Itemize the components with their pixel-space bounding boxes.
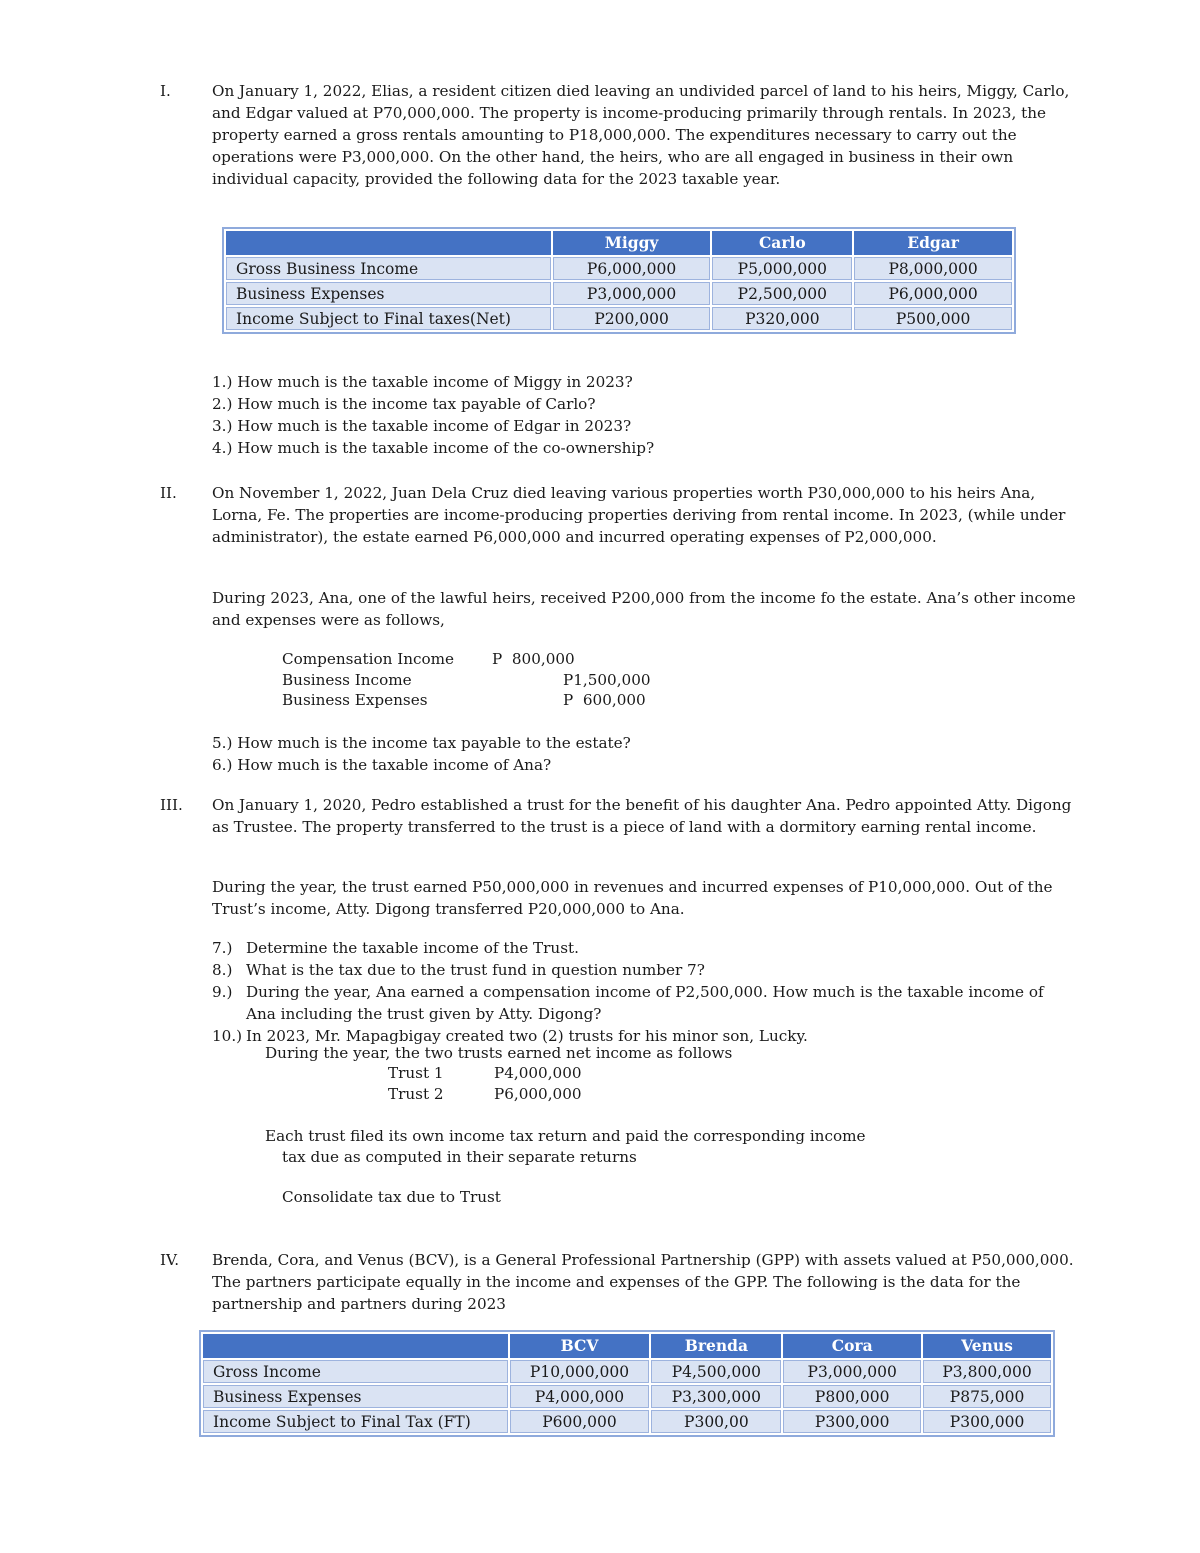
item-value: P 800,000 — [492, 650, 575, 668]
table-cell: P4,000,000 — [509, 1384, 651, 1409]
item-label: Business Income — [282, 671, 412, 689]
section-numeral-1: I. — [160, 82, 171, 100]
table-cell: P10,000,000 — [509, 1359, 651, 1384]
question-text: Determine the taxable income of the Trust. — [246, 939, 579, 957]
item-value: P 600,000 — [563, 691, 646, 709]
table-cell: P600,000 — [509, 1409, 651, 1434]
table-header-cell — [225, 230, 552, 256]
section-1-questions — [212, 371, 654, 459]
table-header-row — [225, 230, 1013, 256]
partnership-table — [201, 1332, 1053, 1435]
table-cell: P3,000,000 — [782, 1359, 922, 1384]
section-2-paragraph-2 — [212, 587, 1090, 631]
table-header-cell: Venus — [922, 1333, 1052, 1359]
section-1-paragraph — [212, 80, 1090, 190]
table-cell: Income Subject to Final taxes(Net) — [225, 306, 552, 331]
trust-value: P6,000,000 — [494, 1085, 582, 1103]
section-3-paragraph-1 — [212, 794, 1090, 838]
table-cell: P2,500,000 — [711, 281, 853, 306]
question-text: During the year, Ana earned a compensation income of P2,500,000. How much is the taxable income of Ana including the trust given by Atty. Digong? — [246, 983, 1044, 1023]
table-cell: P3,800,000 — [922, 1359, 1052, 1384]
table-row — [225, 281, 1013, 306]
trust-label: Trust 1 — [388, 1064, 444, 1082]
table-cell: Gross Business Income — [225, 256, 552, 281]
paragraph: On January 1, 2020, Pedro established a trust for the benefit of his daughter Ana. Pedro appointed Atty. Digong as Trustee. The property transferred to the trust is a piece of land with a dormitory earning rental income. — [212, 796, 1072, 836]
table-cell: P3,300,000 — [650, 1384, 782, 1409]
item-value: P1,500,000 — [563, 671, 651, 689]
section-3-paragraph-2 — [212, 876, 1090, 920]
list-item: 1.) How much is the taxable income of Miggy in 2023? — [212, 373, 633, 391]
paragraph: On November 1, 2022, Juan Dela Cruz died leaving various properties worth P30,000,000 to his heirs Ana, Lorna, Fe. The properties are income-producing properties deriving from rental income. In 2023, (while under administrator), the estate earned P6,000,000 and incurred operating expenses of P2,000,000. — [212, 484, 1066, 546]
list-item: 3.) How much is the taxable income of Edgar in 2023? — [212, 417, 632, 435]
question-number: 10.) — [212, 1027, 243, 1045]
table-row — [202, 1359, 1052, 1384]
table-row — [202, 1384, 1052, 1409]
table-cell: P200,000 — [552, 306, 712, 331]
trust-label: Trust 2 — [388, 1085, 444, 1103]
list-item: 5.) How much is the income tax payable to the estate? — [212, 734, 631, 752]
table-header-cell: BCV — [509, 1333, 651, 1359]
table-cell: Income Subject to Final Tax (FT) — [202, 1409, 509, 1434]
trust-value: P4,000,000 — [494, 1064, 582, 1082]
paragraph: Brenda, Cora, and Venus (BCV), is a General Professional Partnership (GPP) with assets valued at P50,000,000. The partners participate equally in the income and expenses of the GPP. The following is the data for the partnership and partners during 2023 — [212, 1251, 1074, 1313]
section-2-questions — [212, 732, 631, 776]
note-line-1: Each trust filed its own income tax return and paid the corresponding income — [265, 1127, 866, 1145]
table-cell: P3,000,000 — [552, 281, 712, 306]
table-header-row — [202, 1333, 1052, 1359]
note-line-2: tax due as computed in their separate returns — [282, 1148, 637, 1166]
section-numeral-2: II. — [160, 484, 177, 502]
table-cell: P500,000 — [853, 306, 1013, 331]
table-cell: P6,000,000 — [853, 281, 1013, 306]
question-text: What is the tax due to the trust fund in question number 7? — [246, 961, 705, 979]
table-cell: Business Expenses — [225, 281, 552, 306]
section-4-paragraph — [212, 1249, 1090, 1315]
table-header-cell: Cora — [782, 1333, 922, 1359]
list-item — [212, 937, 1072, 959]
table-cell: P320,000 — [711, 306, 853, 331]
list-item: 2.) How much is the income tax payable of Carlo? — [212, 395, 596, 413]
question-text: In 2023, Mr. Mapagbigay created two (2) trusts for his minor son, Lucky. — [246, 1027, 808, 1045]
table-cell: P300,000 — [922, 1409, 1052, 1434]
table-cell: P300,00 — [650, 1409, 782, 1434]
table-header-cell — [202, 1333, 509, 1359]
question-number: 7.) — [212, 939, 233, 957]
section-3-questions — [212, 937, 1072, 1047]
list-item — [212, 981, 1072, 1025]
section-2-paragraph-1 — [212, 482, 1090, 548]
section-numeral-4: IV. — [160, 1251, 180, 1269]
table-cell: P800,000 — [782, 1384, 922, 1409]
list-item: 6.) How much is the taxable income of Ana? — [212, 756, 552, 774]
list-item — [212, 959, 1072, 981]
table-row — [225, 306, 1013, 331]
section-numeral-3: III. — [160, 796, 183, 814]
consolidate-line: Consolidate tax due to Trust — [282, 1188, 501, 1206]
table-row — [202, 1409, 1052, 1434]
table-header-cell: Brenda — [650, 1333, 782, 1359]
table-header-cell: Miggy — [552, 230, 712, 256]
table-header-cell: Carlo — [711, 230, 853, 256]
table-cell: Business Expenses — [202, 1384, 509, 1409]
question-number: 9.) — [212, 983, 233, 1001]
paragraph: On January 1, 2022, Elias, a resident citizen died leaving an undivided parcel of land to his heirs, Miggy, Carlo, and Edgar valued at P70,000,000. The property is income-producing primarily through rentals. In 2023, the property earned a gross rentals amounting to P18,000,000. The expenditures necessary to carry out the operations were P3,000,000. On the other hand, the heirs, who are all engaged in business in their own individual capacity, provided the following data for the 2023 taxable year. — [212, 82, 1070, 188]
table-cell: P875,000 — [922, 1384, 1052, 1409]
table-cell: P6,000,000 — [552, 256, 712, 281]
item-label: Compensation Income — [282, 650, 455, 668]
heirs-income-table — [224, 229, 1014, 332]
table-cell: Gross Income — [202, 1359, 509, 1384]
question-number: 8.) — [212, 961, 233, 979]
table-row — [225, 256, 1013, 281]
paragraph: During 2023, Ana, one of the lawful heirs, received P200,000 from the income fo the estate. Ana’s other income and expenses were as follows, — [212, 589, 1076, 629]
table-cell: P8,000,000 — [853, 256, 1013, 281]
list-item: 4.) How much is the taxable income of the co-ownership? — [212, 439, 655, 457]
item-label: Business Expenses — [282, 691, 428, 709]
paragraph: During the year, the trust earned P50,000,000 in revenues and incurred expenses of P10,000,000. Out of the Trust’s income, Atty. Digong transferred P20,000,000 to Ana. — [212, 878, 1053, 918]
table-cell: P300,000 — [782, 1409, 922, 1434]
q10-line-2: During the year, the two trusts earned net income as follows — [265, 1044, 733, 1062]
table-header-cell: Edgar — [853, 230, 1013, 256]
table-cell: P4,500,000 — [650, 1359, 782, 1384]
table-cell: P5,000,000 — [711, 256, 853, 281]
